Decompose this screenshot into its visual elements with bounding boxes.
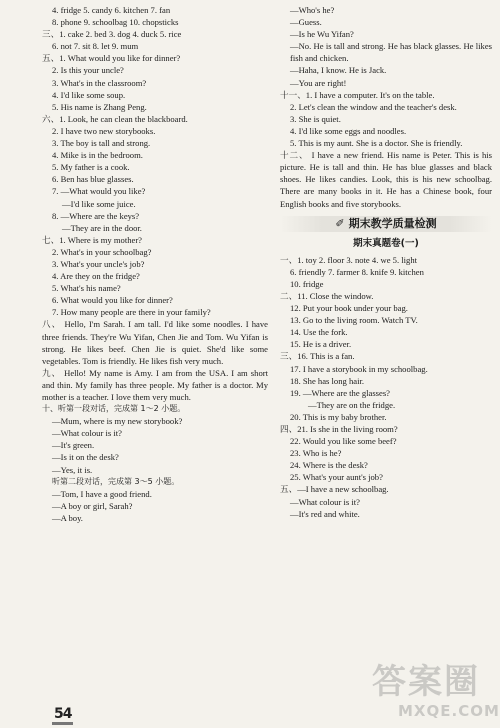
answer-line: —Haha, I know. He is Jack. [290, 65, 387, 76]
answer-line: 4. I'd like some eggs and noodles. [290, 125, 407, 136]
answer-line: —It's red and white. [290, 508, 360, 519]
answer-line: 6. Ben has blue glasses. [52, 174, 134, 185]
answer-line: 10. fridge [290, 278, 324, 289]
answer-line: 五、—I have a new schoolbag. [280, 484, 389, 495]
answer-line: 25. What's your aunt's job? [290, 472, 383, 483]
answer-line: —What colour is it? [290, 496, 360, 507]
answer-line: 五、1. What would you like for dinner? [42, 53, 181, 64]
answer-line: 九、 Hello! My name is Amy. I am from the USA. I am short and thin. My family has three people. My father is a doctor. My mother is a teacher. I love them very much. [42, 367, 268, 402]
answer-line: —Is it on the desk? [52, 452, 119, 463]
answer-line: —A boy or girl, Sarah? [52, 500, 133, 511]
answer-line: 19. —Where are the glasses? [290, 387, 390, 398]
answer-line: 十、听第一段对话，完成第 1～2 小题。 [42, 404, 186, 414]
answer-line: —Mum, where is my new storybook? [52, 416, 183, 427]
answer-line: 听第二段对话，完成第 3～5 小题。 [52, 476, 180, 486]
answer-line: —Yes, it is. [52, 464, 93, 475]
answer-line: 2. Is this your uncle? [52, 65, 124, 76]
answer-line: —Tom, I have a good friend. [52, 488, 152, 499]
answer-line: 一、1. toy 2. floor 3. note 4. we 5. light [280, 254, 418, 265]
answer-line: 13. Go to the living room. Watch TV. [290, 315, 418, 326]
answer-line: 七、1. Where is my mother? [42, 234, 142, 245]
answer-line: 6. What would you like for dinner? [52, 295, 173, 306]
banner-title: 期末教学质量检测 [348, 216, 437, 230]
answer-line: 12. Put your book under your bag. [290, 303, 408, 314]
answer-line: 四、21. Is she in the living room? [280, 424, 398, 434]
left-column [42, 4, 268, 524]
answer-line: —You are right! [290, 77, 347, 88]
answer-line: —I'd like some juice. [62, 198, 136, 209]
answer-line: 24. Where is the desk? [290, 460, 368, 471]
answer-line: 18. She has long hair. [290, 375, 364, 386]
answer-line: 3. What's in the classroom? [52, 77, 147, 88]
answer-line: 7. —What would you like? [52, 186, 146, 197]
answer-line: 17. I have a storybook in my schoolbag. [290, 363, 428, 374]
answer-line: 4. Are they on the fridge? [52, 271, 140, 282]
answer-line: 5. My father is a cook. [52, 162, 130, 173]
answer-line: 2. What's in your schoolbag? [52, 246, 152, 257]
answer-line: 十一、1. I have a computer. It's on the table. [280, 89, 435, 100]
answer-line: 三、1. cake 2. bed 3. dog 4. duck 5. rice [42, 29, 182, 40]
answer-line: 4. I'd like some soup. [52, 89, 126, 100]
pen-icon: ✐ [335, 216, 345, 230]
answer-line: 2. I have two new storybooks. [52, 125, 156, 136]
right-column [280, 4, 492, 520]
exam-banner [280, 216, 492, 232]
watermark-url: MXQE.COM [398, 702, 500, 720]
answer-line: 三、16. This is a fan. [280, 351, 355, 362]
answer-line: 2. Let's clean the window and the teacher's desk. [290, 101, 457, 112]
answer-line: 八、 Hello, I'm Sarah. I am tall. I'd like some noodles. I have three friends. They're Wu Yifan, Chen Jie and Tom. Wu Yifan is strong. He likes beef. Chen Jie is quiet. She'd like some vegetables. Tom is friendly. He likes fish very much. [42, 319, 268, 366]
answer-line: 5. This is my aunt. She is a doctor. She is friendly. [290, 138, 463, 149]
answer-line: —Who's he? [290, 5, 335, 15]
answer-line: 十二、 I have a new friend. His name is Peter. This is his picture. He is tall and thin. He has blue glasses and black shoes. He likes candies. Look, this is his new schoolbag. There are many books in it. He has a Chinese book, four English books and five storybooks. [280, 150, 492, 209]
answer-line: 3. She is quiet. [290, 113, 341, 124]
answer-line: 8. phone 9. schoolbag 10. chopsticks [52, 17, 179, 28]
answer-line: —No. He is tall and strong. He has black glasses. He likes fish and chicken. [290, 41, 492, 64]
page-number: 54 [52, 706, 73, 725]
answer-line: —What colour is it? [52, 428, 122, 439]
answer-line: 6. not 7. sit 8. let 9. mum [52, 41, 139, 52]
answer-line: 8. —Where are the keys? [52, 210, 140, 221]
answer-line: —It's green. [52, 440, 95, 451]
answer-line: 4. Mike is in the bedroom. [52, 150, 143, 161]
answer-line: —Guess. [290, 17, 322, 28]
answer-line: —Is he Wu Yifan? [290, 29, 354, 40]
answer-line: 5. His name is Zhang Peng. [52, 101, 147, 112]
answer-line: 3. What's your uncle's job? [52, 258, 145, 269]
exam-subtitle: 期末真题卷(一) [353, 237, 419, 249]
answer-line: —They are in the door. [62, 222, 142, 233]
right-bottom-answers [280, 254, 492, 520]
answer-line: 4. fridge 5. candy 6. kitchen 7. fan [52, 5, 171, 15]
answer-line: —They are on the fridge. [308, 399, 396, 410]
answer-line: 六、1. Look, he can clean the blackboard. [42, 113, 188, 124]
answer-line: 23. Who is he? [290, 448, 342, 459]
answer-line: 7. How many people are there in your family? [52, 307, 211, 318]
watermark-logo: 答案圈 [372, 662, 480, 702]
answer-line: 3. The boy is tall and strong. [52, 138, 151, 149]
answer-line: 二、11. Close the window. [280, 290, 374, 301]
answer-line: 20. This is my baby brother. [290, 411, 387, 422]
answer-line: 15. He is a driver. [290, 339, 352, 350]
answer-line: 14. Use the fork. [290, 327, 348, 338]
answer-line: —A boy. [52, 512, 83, 523]
answer-line: 6. friendly 7. farmer 8. knife 9. kitchen [290, 266, 424, 277]
answer-line: 5. What's his name? [52, 283, 121, 294]
right-top-answers [280, 4, 492, 210]
answer-line: 22. Would you like some beef? [290, 436, 397, 447]
